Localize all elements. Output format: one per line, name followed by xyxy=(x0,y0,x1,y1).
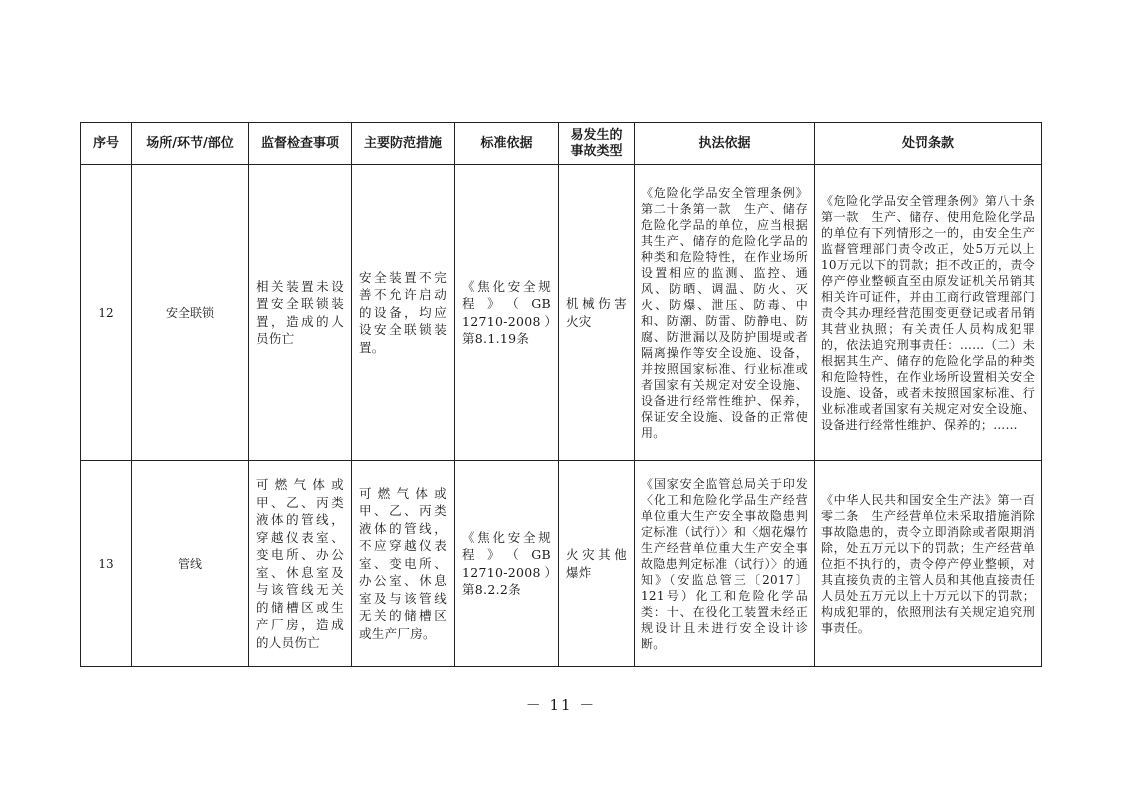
row-basis-cell xyxy=(635,165,815,461)
header-basis: 执法依据 xyxy=(635,123,815,165)
header-standard: 标准依据 xyxy=(455,123,559,165)
row-inspection-cell xyxy=(249,165,352,461)
row-basis-cell xyxy=(635,461,815,667)
row-basis: 《国家安全监管总局关于印发〈化工和危险化学品生产经营单位重大生产安全事故隐患判定标准（试行）〉和〈烟花爆竹生产经营单位重大生产安全事故隐患判定标准（试行）〉的通知》（安监总管三〔2017〕121号）化工和危险化学品类：十、在役化工装置未经正规设计且未进行安全设计诊断。 xyxy=(641,476,808,651)
header-inspection: 监督检查事项 xyxy=(249,123,352,165)
row-accident-type: 火灾其他爆炸 xyxy=(566,547,627,580)
header-measures: 主要防范措施 xyxy=(352,123,455,165)
row-standard: 《焦化安全规程》（GB 12710-2008）第8.2.2条 xyxy=(462,529,551,597)
row-number: 12 xyxy=(81,165,132,461)
header-accident-type xyxy=(559,123,635,165)
row-standard-cell xyxy=(455,165,559,461)
row-measures: 安全装置不完善不允许启动的设备，均应设安全联锁装置。 xyxy=(359,269,447,355)
header-location: 场所/环节/部位 xyxy=(132,123,249,165)
row-measures: 可燃气体或甲、乙、丙类液体的管线，不应穿越仪表室、变电所、办公室、休息室及与该管线无关的储槽区或生产厂房。 xyxy=(359,485,447,641)
row-accident-cell xyxy=(559,165,635,461)
page-number: － 11 － xyxy=(525,696,597,714)
row-penalty: 《中华人民共和国安全生产法》第一百零二条 生产经营单位未采取措施消除事故隐患的，责令立即消除或者限期消除，处五万元以下的罚款；生产经营单位拒不执行的，责令停产停业整顿，对其直接负责的主管人员和其他直接责任人员处五万元以上十万元以下的罚款；构成犯罪的，依照刑法有关规定追究刑事责任。 xyxy=(821,492,1035,635)
row-penalty: 《危险化学品安全管理条例》第八十条第一款 生产、储存、使用危险化学品的单位有下列情形之一的，由安全生产监督管理部门责令改正，处5万元以上10万元以下的罚款；拒不改正的，责令停产停业整顿直至由原发证机关吊销其相关许可证件，并由工商行政管理部门责令其办理经营范围变更登记或者吊销其营业执照；有关责任人员构成犯罪的，依法追究刑事责任：……（二）未根据其生产、储存的危险化学品的种类和危险特性，在作业场所设置相关安全设施、设备，或者未按照国家标准、行业标准或者国家有关规定对安全设施、设备进行经常性维护、保养的；…… xyxy=(821,193,1035,432)
row-penalty-cell xyxy=(815,461,1042,667)
header-penalty: 处罚条款 xyxy=(815,123,1042,165)
row-inspection: 相关装置未设置安全联锁装置，造成的人员伤亡 xyxy=(256,278,344,346)
row-inspection: 可燃气体或甲、乙、丙类液体的管线，穿越仪表室、变电所、办公室、休息室及与该管线无关的储槽区或生产厂房，造成的人员伤亡 xyxy=(256,477,344,650)
header-no: 序号 xyxy=(81,123,132,165)
regulation-table xyxy=(80,122,1042,667)
row-basis: 《危险化学品安全管理条例》第二十条第一款 生产、储存危险化学品的单位，应当根据其生产、储存的危险化学品的种类和危险特性，在作业场所设置相应的监测、监控、通风、防晒、调温、防火、灭火、防爆、泄压、防毒、中和、防潮、防雷、防静电、防腐、防泄漏以及防护围堤或者隔离操作等安全设施、设备，并按照国家标准、行业标准或者国家有关规定对安全设施、设备进行经常性维护、保养，保证安全设施、设备的正常使用。 xyxy=(641,185,808,440)
table-row xyxy=(81,165,1042,461)
row-location: 安全联锁 xyxy=(132,165,249,461)
row-number: 13 xyxy=(81,461,132,667)
header-accident-type-text: 易发生的事故类型 xyxy=(570,127,623,159)
row-accident-type: 机械伤害火灾 xyxy=(566,296,627,329)
table-header-row xyxy=(81,123,1042,165)
table-row xyxy=(81,461,1042,667)
row-measures-cell xyxy=(352,461,455,667)
row-measures-cell xyxy=(352,165,455,461)
row-inspection-cell xyxy=(249,461,352,667)
row-standard-cell xyxy=(455,461,559,667)
row-accident-cell xyxy=(559,461,635,667)
row-location: 管线 xyxy=(132,461,249,667)
row-standard: 《焦化安全规程》（GB 12710-2008）第8.1.19条 xyxy=(462,278,551,346)
row-penalty-cell xyxy=(815,165,1042,461)
